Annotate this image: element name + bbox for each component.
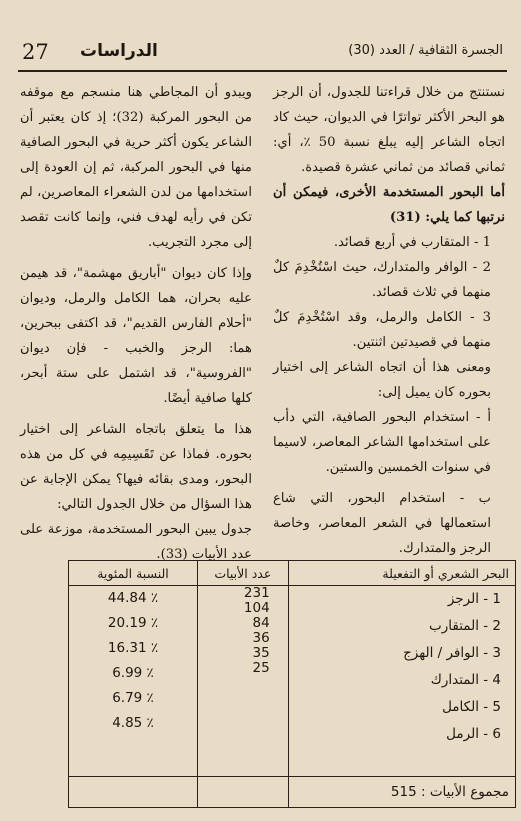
table-header-row: [69, 561, 516, 586]
right-column: [273, 80, 505, 561]
column-header-percent: النسبة المئوية: [69, 561, 198, 586]
journal-title: الجسرة الثقافية / العدد (30): [348, 43, 503, 58]
percents-cell: [69, 586, 198, 777]
verse-count: 84: [252, 615, 270, 631]
table-body-row: [69, 586, 516, 777]
list-item: 1 - المتقارب في أربع قصائد.: [333, 235, 491, 250]
empty-cell: [197, 777, 288, 808]
verse-count: 231: [243, 585, 270, 601]
page-header: [18, 38, 507, 68]
column-header-sea: البحر الشعري أو التفعيلة: [288, 561, 515, 586]
percentage: 20.19 ٪: [107, 615, 159, 631]
paragraph: ومعنى هذا أن اتجاه الشاعر إلى اختيار بحوره كان يميل إلى:: [273, 360, 491, 400]
percentage: 44.84 ٪: [107, 590, 159, 606]
list-item: أ - استخدام البحور الصافية، التي دأب على استخدامها الشاعر المعاصر، لاسيما في سنوات الخمسين والستين.: [273, 410, 491, 475]
paragraph: أما البحور المستخدمة الأخرى، فيمكن أن نرتبها كما يلي: (31): [273, 185, 505, 225]
paragraph: نستنتج من خلال قراءتنا للجدول، أن الرجز هو البحر الأكثر تواترًا في الديوان، حيث كاد اتجاه الشاعر إليه يبلغ نسبة 50 ٪، أي: ثماني قصائد من ثماني عشرة قصيدة.: [273, 85, 505, 175]
percentage: 4.85 ٪: [112, 715, 154, 731]
table-caption: جدول يبين البحور المستخدمة، موزعة على عدد الأبيات (33).: [20, 522, 252, 562]
paragraph: وإذا كان ديوان "أباريق مهشمة"، قد هيمن عليه بحران، هما الكامل والرمل، وديوان "أحلام الفارس القديم"، قد اكتفى ببحرين، هما: الرجز والخبب - فإن ديوان "الفروسية"، قد اشتمل على ستة أبحر، كلها صافية أيضًا.: [20, 266, 252, 406]
empty-cell: [69, 777, 198, 808]
sea-name: 3 - الوافر / الهزج: [403, 645, 501, 661]
sea-name: 4 - المتدارك: [430, 672, 501, 688]
column-header-count: عدد الأبيات: [197, 561, 288, 586]
page-number: 27: [22, 40, 49, 64]
seas-cell: [288, 586, 515, 777]
counts-cell: [197, 586, 288, 777]
verse-count: 104: [243, 600, 270, 616]
sea-name: 1 - الرجز: [447, 591, 501, 607]
paragraph: هذا ما يتعلق باتجاه الشاعر إلى اختيار بحوره. فماذا عن تَقَسِيمِه في كل من هذه البحور، ومدى بقائه فيها؟ يمكن الإجابة عن هذا السؤال من خلال الجدول التالي:: [20, 422, 252, 512]
list-item: 3 - الكامل والرمل، وقد اسْتُخْدِمَ كلٌ منهما في قصيدتين اثنتين.: [273, 310, 491, 350]
left-column: [20, 80, 252, 567]
list-item: 2 - الوافر والمتدارك، حيث اسْتُخْدِمَ كلٌ منهما في ثلاث قصائد.: [273, 260, 491, 300]
sea-name: 2 - المتقارب: [429, 618, 501, 634]
header-rule: [18, 70, 507, 72]
sea-name: 6 - الرمل: [446, 726, 501, 742]
percentage: 6.79 ٪: [112, 690, 154, 706]
verse-count: 25: [252, 660, 270, 676]
section-title: الدراسات: [80, 41, 158, 61]
percentage: 16.31 ٪: [107, 640, 159, 656]
verse-count: 36: [252, 630, 270, 646]
paragraph: ويبدو أن المجاطي هنا منسجم مع موقفه من البحور المركبة (32)؛ إذ كان يعتبر أن الشاعر يكون أكثر حرية في البحور الصافية منها في البحور المركبة، ثم إن العودة إلى استخدامها من لدن الشعراء المعاصرين، لم تكن في رأيه لهدف فني، وإنما كانت تقصد إلى مجرد التجريب.: [20, 85, 252, 250]
percentage: 6.99 ٪: [112, 665, 154, 681]
table-total-row: [69, 777, 516, 808]
meters-table: [68, 560, 516, 808]
sea-name: 5 - الكامل: [442, 699, 501, 715]
list-item: ب - استخدام البحور، التي شاع استعمالها في الشعر المعاصر، وخاصة الرجز والمتدارك.: [273, 491, 491, 556]
verse-count: 35: [252, 645, 270, 661]
total-verses: مجموع الأبيات : 515: [288, 777, 515, 808]
